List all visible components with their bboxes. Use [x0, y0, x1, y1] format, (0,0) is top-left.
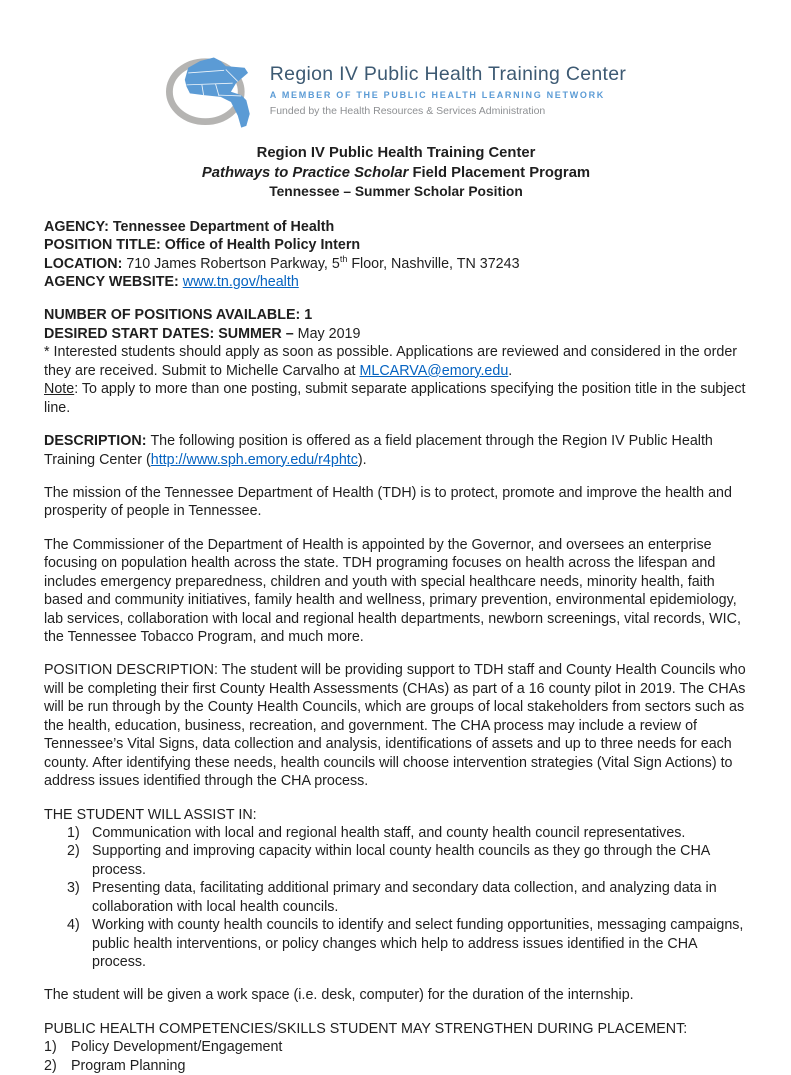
title-line-3: Tennessee – Summer Scholar Position — [269, 184, 523, 200]
logo-text — [270, 63, 626, 117]
program-website-link[interactable]: http://www.sph.emory.edu/r4phtc — [150, 451, 358, 468]
title-line-1: Region IV Public Health Training Center — [256, 145, 536, 161]
apply-email-link[interactable]: MLCARVA@emory.edu — [359, 362, 509, 379]
workspace-paragraph: The student will be given a work space (i.e. desk, computer) for the duration of the internship. — [44, 987, 634, 1004]
agency-line — [44, 218, 748, 236]
document-title-block — [44, 144, 748, 202]
ordinal-superscript: th — [339, 253, 348, 264]
position-title-label: POSITION TITLE: — [44, 237, 165, 254]
description-paragraph — [44, 432, 748, 469]
competencies-heading: PUBLIC HEALTH COMPETENCIES/SKILLS STUDENT MAY STRENGTHEN DURING PLACEMENT: — [44, 1020, 688, 1037]
note-line — [44, 380, 748, 417]
description-text: The following position is offered as a field placement through the Region IV Public Health Training Center ( — [44, 433, 713, 468]
position-title-value: Office of Health Policy Intern — [164, 237, 361, 254]
logo-funding-line: Funded by the Health Resources & Services Administration — [269, 105, 546, 117]
document-body — [44, 218, 748, 1075]
start-dates-label: DESIRED START DATES: SUMMER – — [44, 325, 298, 342]
title-program-name: Pathways to Practice Scholar — [201, 164, 409, 181]
assist-heading: THE STUDENT WILL ASSIST IN: — [44, 806, 257, 823]
agency-website-link[interactable]: www.tn.gov/health — [182, 274, 299, 290]
website-line — [44, 273, 748, 291]
assist-item: Working with county health councils to identify and select funding opportunities, messaging campaigns, public health interventions, or policy changes which help to address issues identified in the CHA process. — [92, 917, 744, 970]
start-dates-line — [44, 325, 748, 343]
commissioner-paragraph: The Commissioner of the Department of Health is appointed by the Governor, and oversees an enterprise focusing on population health across the state. TDH programing focuses on health across the lifespan and includes emergency preparedness, children and youth with special healthcare needs, minority health, faith based and community initiatives, family health and wellness, primary prevention, environmental epidemiology, lab services, collaboration with local and regional health departments, newborn screenings, vital records, WIC, the Tennessee Tobacco Program, and much more. — [44, 536, 741, 645]
position-description-paragraph: POSITION DESCRIPTION: The student will be providing support to TDH staff and County Health Councils who will be completing their first County Health Assessments (CHAs) as part of a 16 county pilot in 2019. The CHAs will be run through by the County Health Councils, which are groups of local stakeholders from sectors such as the health, education, business, recreation, and government. The CHA process may include a review of Tennessee’s Vital Signs, data collection and analysis, identifications of assets and up to three needs for each county. After identifying these needs, health councils will choose intervention strategies (Vital Sign Actions) to address issues identified through the CHA process. — [44, 662, 746, 790]
assist-item: Communication with local and regional health staff, and county health council representatives. — [92, 824, 686, 841]
note-label: Note — [44, 381, 75, 398]
apply-text: * Interested students should apply as soon as possible. Applications are reviewed and considered in the order they are received. Submit to Michelle Carvalho at — [44, 344, 738, 379]
logo-subtitle: A MEMBER OF THE PUBLIC HEALTH LEARNING NETWORK — [269, 90, 605, 100]
description-label: DESCRIPTION: — [44, 433, 151, 450]
location-address: 710 James Robertson Parkway, 5 — [126, 255, 340, 272]
agency-label: AGENCY: — [44, 218, 113, 235]
title-line-2 — [44, 164, 748, 184]
assist-item: Presenting data, facilitating additional primary and secondary data collection, and analyzing data in collaboration with local health councils. — [92, 880, 717, 915]
region-iv-map-icon — [166, 46, 260, 134]
competencies-list — [44, 1038, 748, 1075]
description-text-end: ). — [357, 451, 367, 468]
competency-item: Program Planning — [71, 1057, 186, 1074]
start-dates-value: May 2019 — [297, 325, 361, 342]
location-label: LOCATION: — [44, 255, 127, 272]
competency-item: Policy Development/Engagement — [71, 1039, 283, 1056]
position-title-line — [44, 236, 748, 254]
apply-text-end: . — [508, 362, 513, 379]
apply-instructions — [44, 343, 748, 380]
logo — [44, 46, 748, 134]
mission-paragraph: The mission of the Tennessee Department of Health (TDH) is to protect, promote and improve the health and prosperity of people in Tennessee. — [44, 484, 732, 520]
location-line — [44, 255, 748, 273]
positions-available-line: NUMBER OF POSITIONS AVAILABLE: 1 — [44, 307, 313, 324]
agency-value: Tennessee Department of Health — [112, 218, 335, 235]
note-text: : To apply to more than one posting, submit separate applications specifying the position title in the subject line. — [44, 381, 746, 416]
assist-list — [44, 824, 748, 972]
location-address-rest: Floor, Nashville, TN 37243 — [347, 255, 520, 272]
website-label: AGENCY WEBSITE: — [44, 274, 183, 290]
title-program-suffix: Field Placement Program — [408, 164, 591, 181]
logo-title: Region IV Public Health Training Center — [269, 63, 627, 85]
assist-item: Supporting and improving capacity within local county health councils as they go through the CHA process. — [92, 843, 710, 878]
